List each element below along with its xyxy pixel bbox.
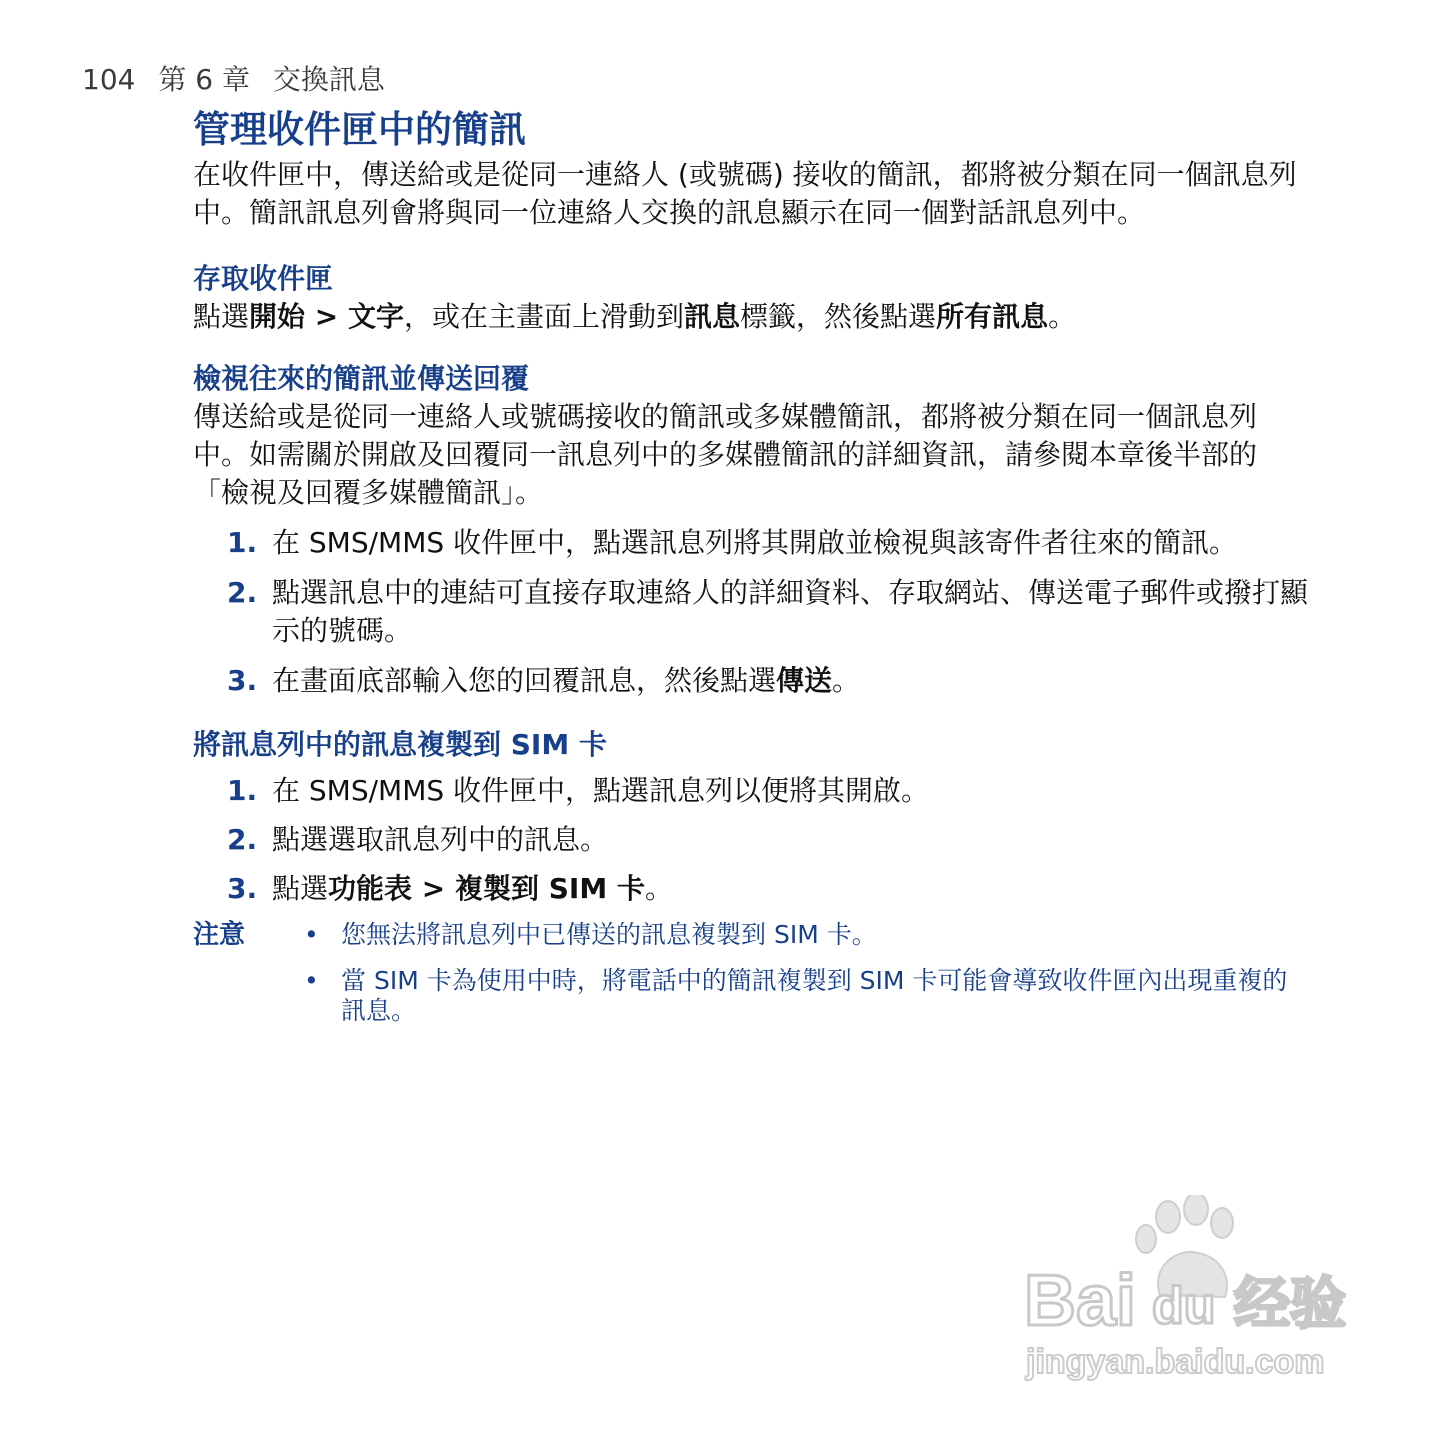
baidu-jingyan-watermark xyxy=(1020,1195,1355,1390)
step-text: 點選 xyxy=(272,872,329,905)
watermark-url: jingyan.baidu.com xyxy=(1026,1343,1325,1381)
access-inbox-instruction: 點選開始 > 文字，或在主畫面上滑動到訊息標籤，然後點選所有訊息。 xyxy=(193,300,1077,333)
bullet-icon: • xyxy=(304,966,319,995)
step-number: 1. xyxy=(227,774,258,807)
step-text: 在 SMS/MMS 收件匣中，點選訊息列將其開啟並檢視與該寄件者往來的簡訊。 xyxy=(272,526,1238,559)
step-number: 3. xyxy=(227,872,258,905)
step-text: 在 SMS/MMS 收件匣中，點選訊息列以便將其開啟。 xyxy=(272,774,930,807)
copy-to-sim-heading: 將訊息列中的訊息複製到 SIM 卡 xyxy=(193,728,607,761)
list-item xyxy=(193,821,1308,859)
list-item xyxy=(193,574,1308,650)
access-inbox-heading: 存取收件匣 xyxy=(193,262,334,295)
page-number: 104 xyxy=(82,63,136,96)
step-number: 3. xyxy=(227,664,258,697)
view-reply-section xyxy=(193,360,1308,700)
copy-to-sim-section xyxy=(193,726,1308,908)
step-text: 點選訊息中的連結可直接存取連絡人的詳細資料、存取網站、傳送電子郵件或撥打顯示的號碼。 xyxy=(272,576,1309,647)
copy-to-sim-label: 複製到 SIM 卡 xyxy=(455,872,645,905)
brand-bai: Bai xyxy=(1024,1261,1137,1341)
running-header xyxy=(82,58,399,98)
list-item xyxy=(193,524,1308,562)
note-block xyxy=(193,920,1308,1026)
section-title: 管理收件匣中的簡訊 xyxy=(193,108,526,151)
note-label: 注意 xyxy=(193,920,246,950)
chapter-number: 第 6 章 xyxy=(158,63,250,96)
page-content xyxy=(193,104,1308,1042)
list-item: 3. 在畫面底部輸入您的回覆訊息，然後點選傳送。 xyxy=(193,662,1308,700)
brand-du: du xyxy=(1152,1277,1216,1335)
step-number: 2. xyxy=(227,823,258,856)
list-item: 3. 點選功能表 > 複製到 SIM 卡。 xyxy=(193,870,1308,908)
note-item xyxy=(304,966,1308,1026)
step-number: 1. xyxy=(227,526,258,559)
note-text: 您無法將訊息列中已傳送的訊息複製到 SIM 卡。 xyxy=(341,920,877,949)
menu-text: 文字 xyxy=(348,300,405,333)
note-list xyxy=(193,920,1308,1026)
brand-jingyan: 经验 xyxy=(1234,1272,1346,1337)
tab-messages: 訊息 xyxy=(684,300,741,333)
all-messages-label: 所有訊息 xyxy=(936,300,1049,333)
intro-paragraph: 在收件匣中，傳送給或是從同一連絡人 (或號碼) 接收的簡訊，都將被分類在同一個訊息列中。簡訊訊息列會將與同一位連絡人交換的訊息顯示在同一個對話訊息列中。 xyxy=(193,158,1297,229)
note-item xyxy=(304,920,1308,950)
send-label: 傳送 xyxy=(776,664,833,697)
copy-to-sim-steps xyxy=(193,772,1308,908)
access-inbox-section xyxy=(193,260,1308,336)
view-reply-steps xyxy=(193,524,1308,700)
chapter-title: 交換訊息 xyxy=(272,63,385,96)
menu-start: 開始 xyxy=(249,300,306,333)
list-item xyxy=(193,772,1308,810)
note-text: 當 SIM 卡為使用中時，將電話中的簡訊複製到 SIM 卡可能會導致收件匣內出現重複的訊息。 xyxy=(341,966,1288,1025)
menu-label: 功能表 xyxy=(328,872,413,905)
step-text: 在畫面底部輸入您的回覆訊息，然後點選 xyxy=(272,664,777,697)
step-text: 點選選取訊息列中的訊息。 xyxy=(272,823,609,856)
step-number: 2. xyxy=(227,576,258,609)
bullet-icon: • xyxy=(304,920,319,949)
view-reply-heading: 檢視往來的簡訊並傳送回覆 xyxy=(193,362,530,395)
view-reply-paragraph: 傳送給或是從同一連絡人或號碼接收的簡訊或多媒體簡訊，都將被分類在同一個訊息列中。如需關於開啟及回覆同一訊息列中的多媒體簡訊的詳細資訊，請參閱本章後半部的「檢視及回覆多媒體簡訊」。 xyxy=(193,400,1258,509)
